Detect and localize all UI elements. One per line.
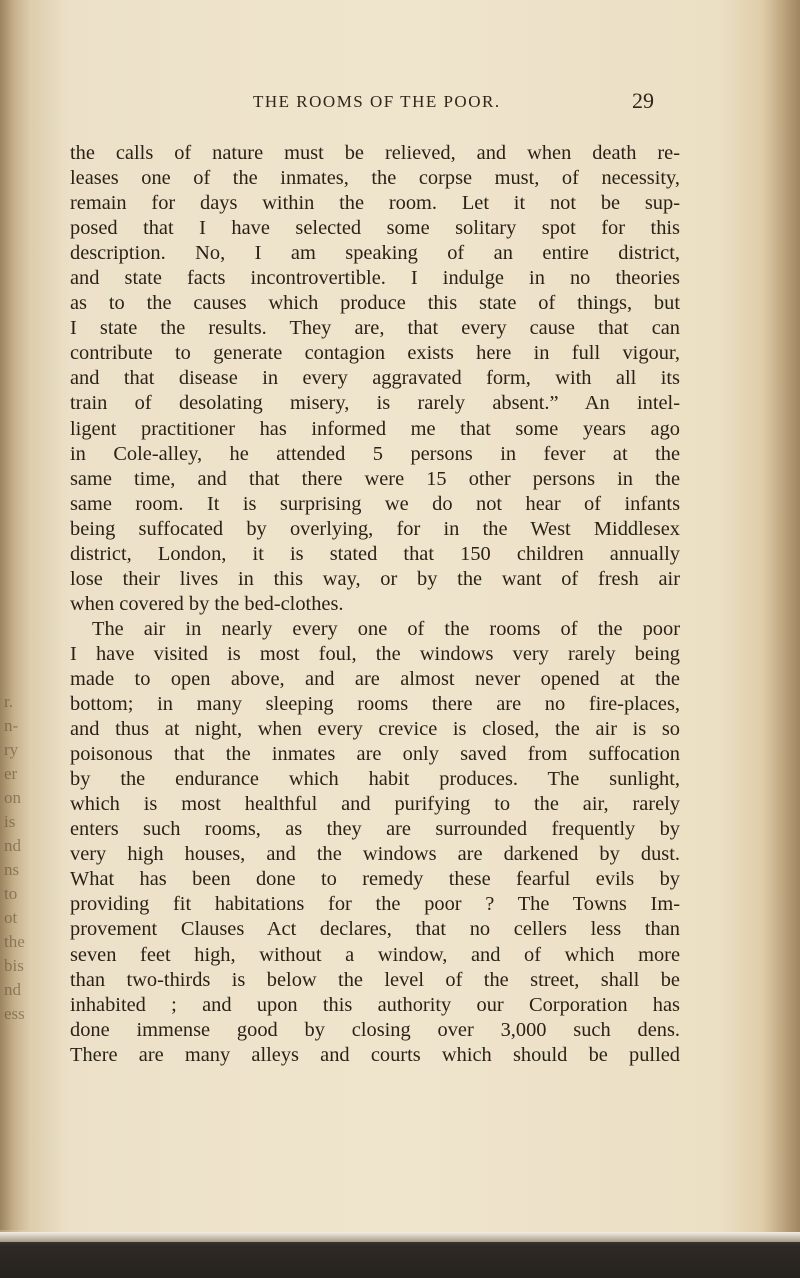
text-line: same room. It is surprising we do not hear of infants — [70, 492, 680, 515]
text-line: same time, and that there were 15 other persons in the — [70, 467, 680, 490]
bleed-fragment: n- — [4, 716, 19, 735]
text-line: remain for days within the room. Let it not be sup- — [70, 192, 680, 215]
bleed-fragment: to — [4, 884, 18, 903]
text-line: seven feet high, without a window, and of which more — [70, 943, 680, 966]
bleed-fragment: nd — [4, 980, 21, 999]
text-line: being suffocated by overlying, for in the West Middlesex — [70, 517, 680, 540]
facing-page-bleed-through — [4, 690, 44, 1023]
text-line: by the endurance which habit produces. The sunlight, — [70, 768, 680, 791]
text-line: done immense good by closing over 3,000 such dens. — [70, 1018, 680, 1041]
text-line: the calls of nature must be relieved, and when death re- — [70, 142, 680, 164]
page-edge-shadow — [762, 0, 800, 1278]
text-line: very high houses, and the windows are darkened by dust. — [70, 843, 680, 866]
text-line: What has been done to remedy these fearful evils by — [70, 868, 680, 891]
text-line: There are many alleys and courts which should be pulled — [70, 1043, 680, 1066]
text-line: description. No, I am speaking of an entire district, — [70, 242, 680, 265]
text-line: ligent practitioner has informed me that some years ago — [70, 417, 680, 440]
bleed-fragment: is — [4, 812, 16, 831]
bleed-fragment: bis — [4, 956, 24, 975]
body-text — [70, 141, 680, 1068]
text-line: when covered by the bed-clothes. — [70, 592, 344, 615]
text-line: enters such rooms, as they are surrounded frequently by — [70, 818, 680, 841]
text-line: than two-thirds is below the level of the street, shall be — [70, 968, 680, 991]
page-header — [0, 88, 800, 116]
text-line: and state facts incontrovertible. I indulge in no theories — [70, 267, 680, 290]
text-line: lose their lives in this way, or by the want of fresh air — [70, 567, 680, 590]
binding-gutter — [0, 0, 32, 1230]
bleed-fragment: r. — [4, 692, 13, 711]
bleed-fragment: ry — [4, 740, 19, 759]
page-bottom-edge — [0, 1232, 800, 1242]
text-line: contribute to generate contagion exists here in full vigour, — [70, 342, 680, 365]
text-line: train of desolating misery, is rarely absent.” An intel- — [70, 392, 680, 415]
bleed-fragment: ot — [4, 908, 18, 927]
text-line: The air in nearly every one of the rooms of the poor — [92, 617, 680, 640]
text-line: leases one of the inmates, the corpse must, of necessity, — [70, 167, 680, 190]
running-head: THE ROOMS OF THE POOR. — [253, 92, 501, 111]
text-line: and thus at night, when every crevice is closed, the air is so — [70, 718, 680, 741]
bleed-fragment: nd — [4, 836, 21, 855]
text-line: and that disease in every aggravated form, with all its — [70, 367, 680, 390]
scanner-bottom-edge — [0, 1232, 800, 1278]
bleed-fragment: ns — [4, 860, 20, 879]
text-line: as to the causes which produce this state of things, but — [70, 292, 680, 315]
text-line: poisonous that the inmates are only saved from suffocation — [70, 743, 680, 766]
text-line: I have visited is most foul, the windows very rarely being — [70, 642, 680, 665]
text-line: which is most healthful and purifying to the air, rarely — [70, 793, 680, 816]
page-number: 29 — [632, 88, 654, 113]
text-line: inhabited ; and upon this authority our Corporation has — [70, 993, 680, 1016]
text-line: made to open above, and are almost never opened at the — [70, 667, 680, 690]
text-line: bottom; in many sleeping rooms there are no fire-places, — [70, 693, 680, 716]
text-line: in Cole-alley, he attended 5 persons in fever at the — [70, 442, 680, 465]
text-line: provement Clauses Act declares, that no cellers less than — [70, 918, 680, 941]
text-line: posed that I have selected some solitary spot for this — [70, 217, 680, 240]
text-line: district, London, it is stated that 150 children annually — [70, 542, 680, 565]
bleed-fragment: the — [4, 932, 25, 951]
bleed-fragment: on — [4, 788, 21, 807]
text-line: I state the results. They are, that every cause that can — [70, 317, 680, 340]
bleed-fragment: er — [4, 764, 18, 783]
bleed-fragment: ess — [4, 1004, 25, 1023]
text-line: providing fit habitations for the poor ? The Towns Im- — [70, 893, 680, 916]
